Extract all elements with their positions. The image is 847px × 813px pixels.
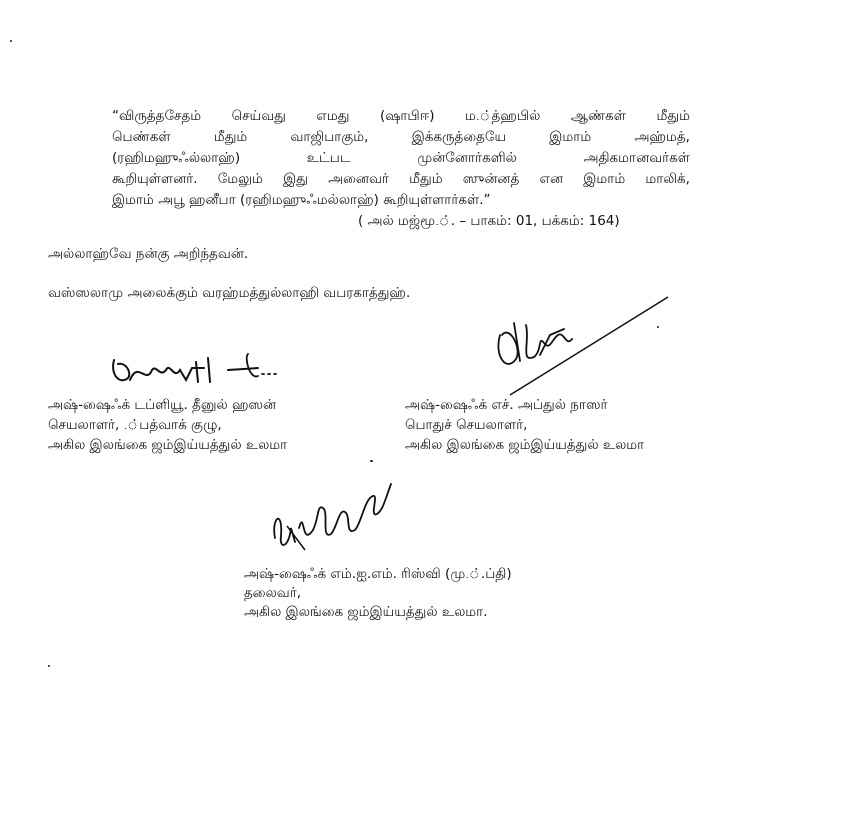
quote-word: உட்பட (306, 150, 351, 166)
quote-word: (ஷாபிஈ) (379, 108, 435, 124)
quote-word: “விருத்தசேதம் (112, 108, 202, 124)
quote-word: செய்வது (231, 108, 286, 124)
quote-word: ஆண்கள் (570, 108, 626, 124)
quote-word: இக்கருத்தையே (411, 129, 507, 145)
quote-word: முன்னோர்களில் (417, 150, 517, 166)
quote-word: மீதும் (409, 171, 443, 187)
scan-speck (10, 40, 12, 42)
quote-line-3 (112, 150, 690, 168)
quote-word: மீதும் (656, 108, 690, 124)
signatory-right-name: அஷ்-ஷைஃக் எச். அப்துல் நாஸர் (405, 397, 608, 413)
signatory-right-title: பொதுச் செயலாளர், (405, 417, 528, 433)
quote-word: பெண்கள் (112, 129, 171, 145)
quote-word: அனைவர் (328, 171, 389, 187)
closing-line-2: வஸ்ஸலாமு அலைக்கும் வரஹ்மத்துல்லாஹி வபரகாத்துஹ். (48, 285, 411, 301)
quote-word: ஸுன்னத் (462, 171, 520, 187)
quote-line-1 (112, 108, 690, 126)
quote-word: என (539, 171, 564, 187)
signature-right (480, 295, 680, 409)
quote-line-4 (112, 171, 690, 189)
quote-word: இமாம் (549, 129, 592, 145)
signatory-left-title: செயலாளர், .்பத்வாக் குழு, (48, 417, 222, 433)
quote-word: கூறியுள்ளனர். (112, 171, 198, 187)
quote-word: மீதும் (213, 129, 248, 145)
signatory-left-name: அஷ்-ஷைஃக் டப்ளியூ. தீனுல் ஹஸன் (48, 397, 277, 413)
signatory-bottom-title: தலைவர், (244, 585, 302, 601)
quote-word: மாலிக், (645, 171, 690, 187)
quote-word: வாஜிபாகும், (290, 129, 369, 145)
quote-word: (ரஹிமஹுஃல்லாஹ்) (112, 150, 241, 166)
signatory-left-org: அகில இலங்கை ஜம்இய்யத்துல் உலமா (48, 437, 288, 453)
quote-word: எமது (316, 108, 350, 124)
quote-line-5: இமாம் அபூ ஹனீபா (ரஹிமஹுஃமல்லாஹ்) கூறியுள்ளார்கள்.” (112, 192, 491, 208)
signatory-bottom-name: அஷ்-ஷைஃக் எம்.ஐ.எம். ரிஸ்வி (மு.்.ப்தி) (244, 566, 512, 582)
quote-word: இது (283, 171, 308, 187)
scan-speck (48, 665, 50, 667)
closing-line-1: அல்லாஹ்வே நன்கு அறிந்தவன். (48, 246, 249, 262)
quote-line-2 (112, 129, 690, 147)
quote-word: மேலும் (217, 171, 263, 187)
quote-word: ம.்த்ஹபில் (465, 108, 541, 124)
signature-bottom (265, 478, 405, 567)
scan-speck (370, 460, 373, 462)
quote-word: அதிகமானவர்கள் (583, 150, 690, 166)
citation: ( அல் மஜ்மூ.். – பாகம்: 01, பக்கம்: 164) (358, 213, 620, 229)
signatory-right-org: அகில இலங்கை ஜம்இய்யத்துல் உலமா (405, 437, 645, 453)
quote-word: அஹ்மத், (634, 129, 690, 145)
quote-word: இமாம் (583, 171, 626, 187)
signature-left (108, 340, 288, 399)
signatory-bottom-org: அகில இலங்கை ஜம்இய்யத்துல் உலமா. (244, 604, 488, 620)
